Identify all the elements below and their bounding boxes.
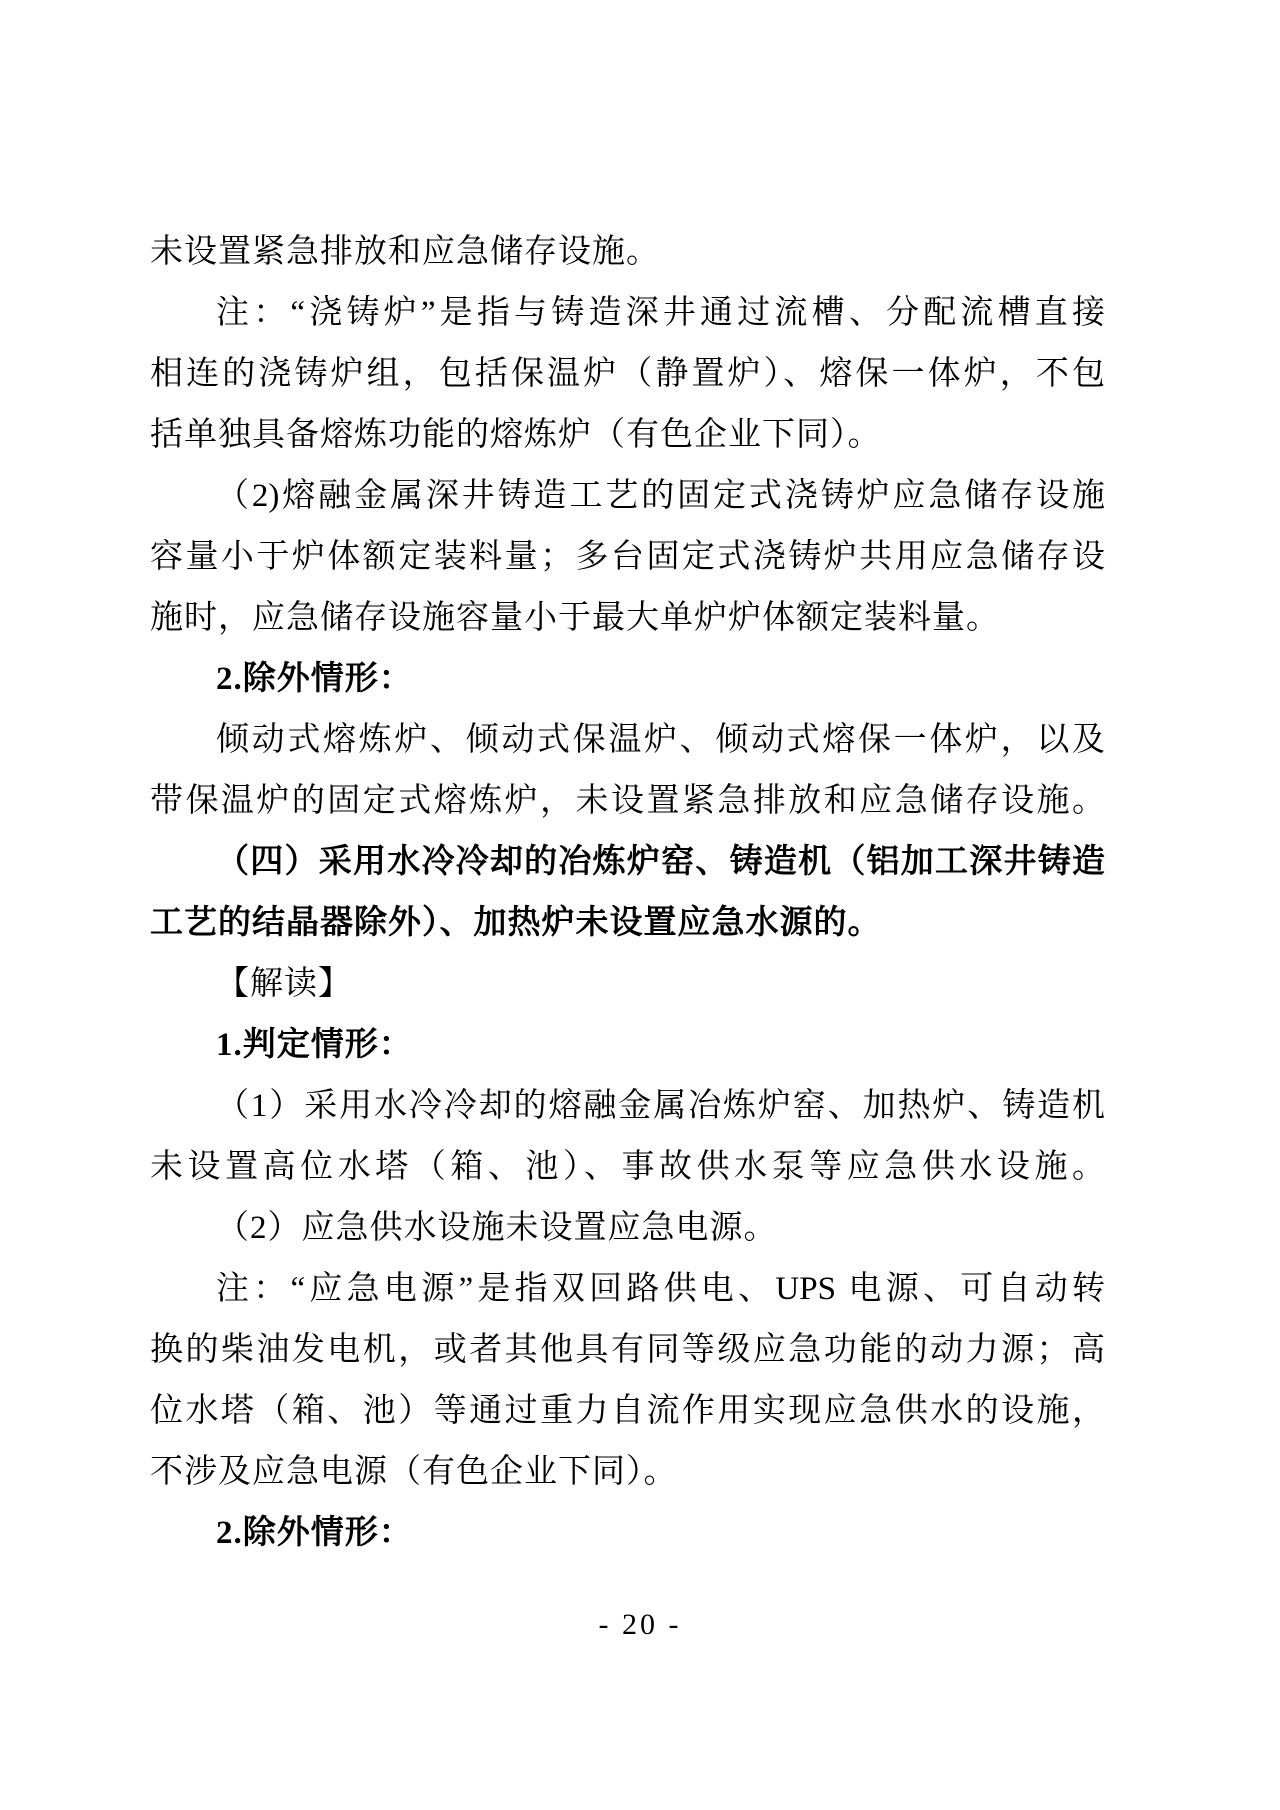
text-line: 注：“浇铸炉”是指与铸造深井通过流槽、分配流槽直接 [216, 295, 1105, 331]
text-line: 位水塔（箱、池）等通过重力自流作用实现应急供水的设施， [150, 1393, 1105, 1429]
text-line: 倾动式熔炼炉、倾动式保温炉、倾动式熔保一体炉，以及 [216, 722, 1105, 758]
text-line: 2.除外情形： [216, 1515, 413, 1551]
text-line: 2.除外情形： [216, 661, 413, 697]
text-line: 括单独具备熔炼功能的熔炼炉（有色企业下同）。 [150, 417, 882, 453]
text-line: 未设置紧急排放和应急储存设施。 [150, 234, 660, 270]
text-line: 工艺的结晶器除外）、加热炉未设置应急水源的。 [150, 905, 882, 941]
text-line: 不涉及应急电源（有色企业下同）。 [150, 1454, 678, 1490]
text-line: 【解读】 [216, 966, 352, 1002]
text-line: 未设置高位水塔（箱、池）、事故供水泵等应急供水设施。 [150, 1149, 1105, 1185]
text-line: 容量小于炉体额定装料量；多台固定式浇铸炉共用应急储存设 [150, 539, 1105, 575]
text-line: 换的柴油发电机，或者其他具有同等级应急功能的动力源；高 [150, 1332, 1105, 1368]
text-line: 注：“应急电源”是指双回路供电、UPS 电源、可自动转 [216, 1271, 1105, 1307]
text-line: 相连的浇铸炉组，包括保温炉（静置炉）、熔保一体炉，不包 [150, 356, 1105, 392]
text-line: 带保温炉的固定式熔炼炉，未设置紧急排放和应急储存设施。 [150, 783, 1105, 819]
text-line: （2)熔融金属深井铸造工艺的固定式浇铸炉应急储存设施 [216, 478, 1105, 514]
page-number: - 20 - [598, 1608, 682, 1641]
text-line: （2）应急供水设施未设置应急电源。 [216, 1210, 778, 1246]
text-line: （1）采用水冷冷却的熔融金属冶炼炉窑、加热炉、铸造机 [216, 1088, 1105, 1124]
text-column [150, 222, 1105, 1564]
text-line: （四）采用水冷冷却的冶炼炉窑、铸造机（铝加工深井铸造 [216, 844, 1105, 880]
text-line: 1.判定情形： [216, 1027, 413, 1063]
text-line: 施时，应急储存设施容量小于最大单炉炉体额定装料量。 [150, 600, 1000, 636]
